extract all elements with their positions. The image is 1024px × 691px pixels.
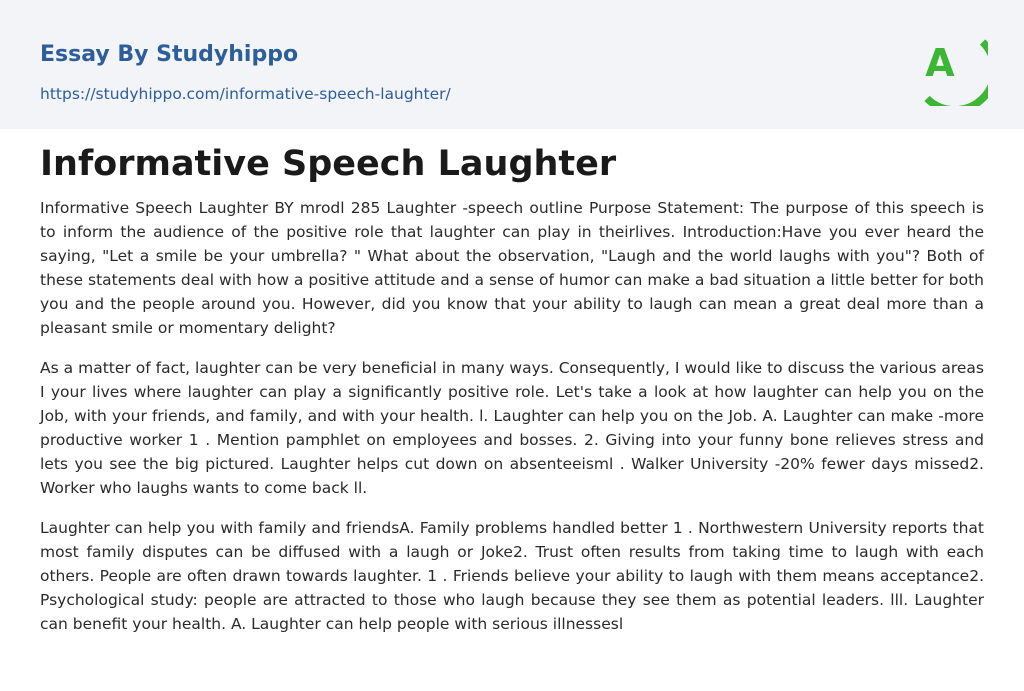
- essay-body: [40, 196, 984, 652]
- essay-paragraph: Informative Speech Laughter BY mrodl 285 Laughter -speech outline Purpose Statement: The purpose of this speech is to inform the audience of the positive role that laughter can play in theirlives. Introduction:Have you ever heard the saying, "Let a smile be your umbrella? " What about the observation, "Laugh and the world laughs with you"? Both of these statements deal with how a positive attitude and a sense of humor can make a bad situation a little better for both you and the people around you. However, did you know that your ability to laugh can mean a great deal more than a pleasant smile or momentary delight?: [40, 199, 984, 337]
- essay-paragraph: As a matter of fact, laughter can be very beneficial in many ways. Consequently, I would like to discuss the various areas I your lives where laughter can play a significantly positive role. Let's take a look at how laughter can help you on the Job, with your friends, and family, and with your health. l. Laughter can help you on the Job. A. Laughter can make -more productive worker 1 . Mention pamphlet on employees and bosses. 2. Giving into your funny bone relieves stress and lets you see the big pictured. Laughter helps cut down on absenteeisml . Walker University -20% fewer days missed2. Worker who laughs wants to come back ll.: [40, 359, 984, 497]
- site-header: [0, 0, 1024, 129]
- brand-title[interactable]: Essay By Studyhippo: [40, 42, 299, 67]
- essay-title: Informative Speech Laughter: [40, 144, 617, 184]
- logo-letter: A: [925, 41, 955, 85]
- essay-url-link[interactable]: https://studyhippo.com/informative-speech-laughter/: [40, 85, 451, 103]
- studyhippo-logo-icon[interactable]: [912, 18, 988, 106]
- essay-paragraph: Laughter can help you with family and friendsA. Family problems handled better 1 . Northwestern University reports that most family disputes can be diffused with a laugh or Joke2. Trust often results from taking time to laugh with each others. People are often drawn towards laughter. 1 . Friends believe your ability to laugh with them means acceptance2. Psychological study: people are attracted to those who laugh because they see them as potential leaders. lll. Laughter can benefit your health. A. Laughter can help people with serious illnessesl: [40, 519, 984, 633]
